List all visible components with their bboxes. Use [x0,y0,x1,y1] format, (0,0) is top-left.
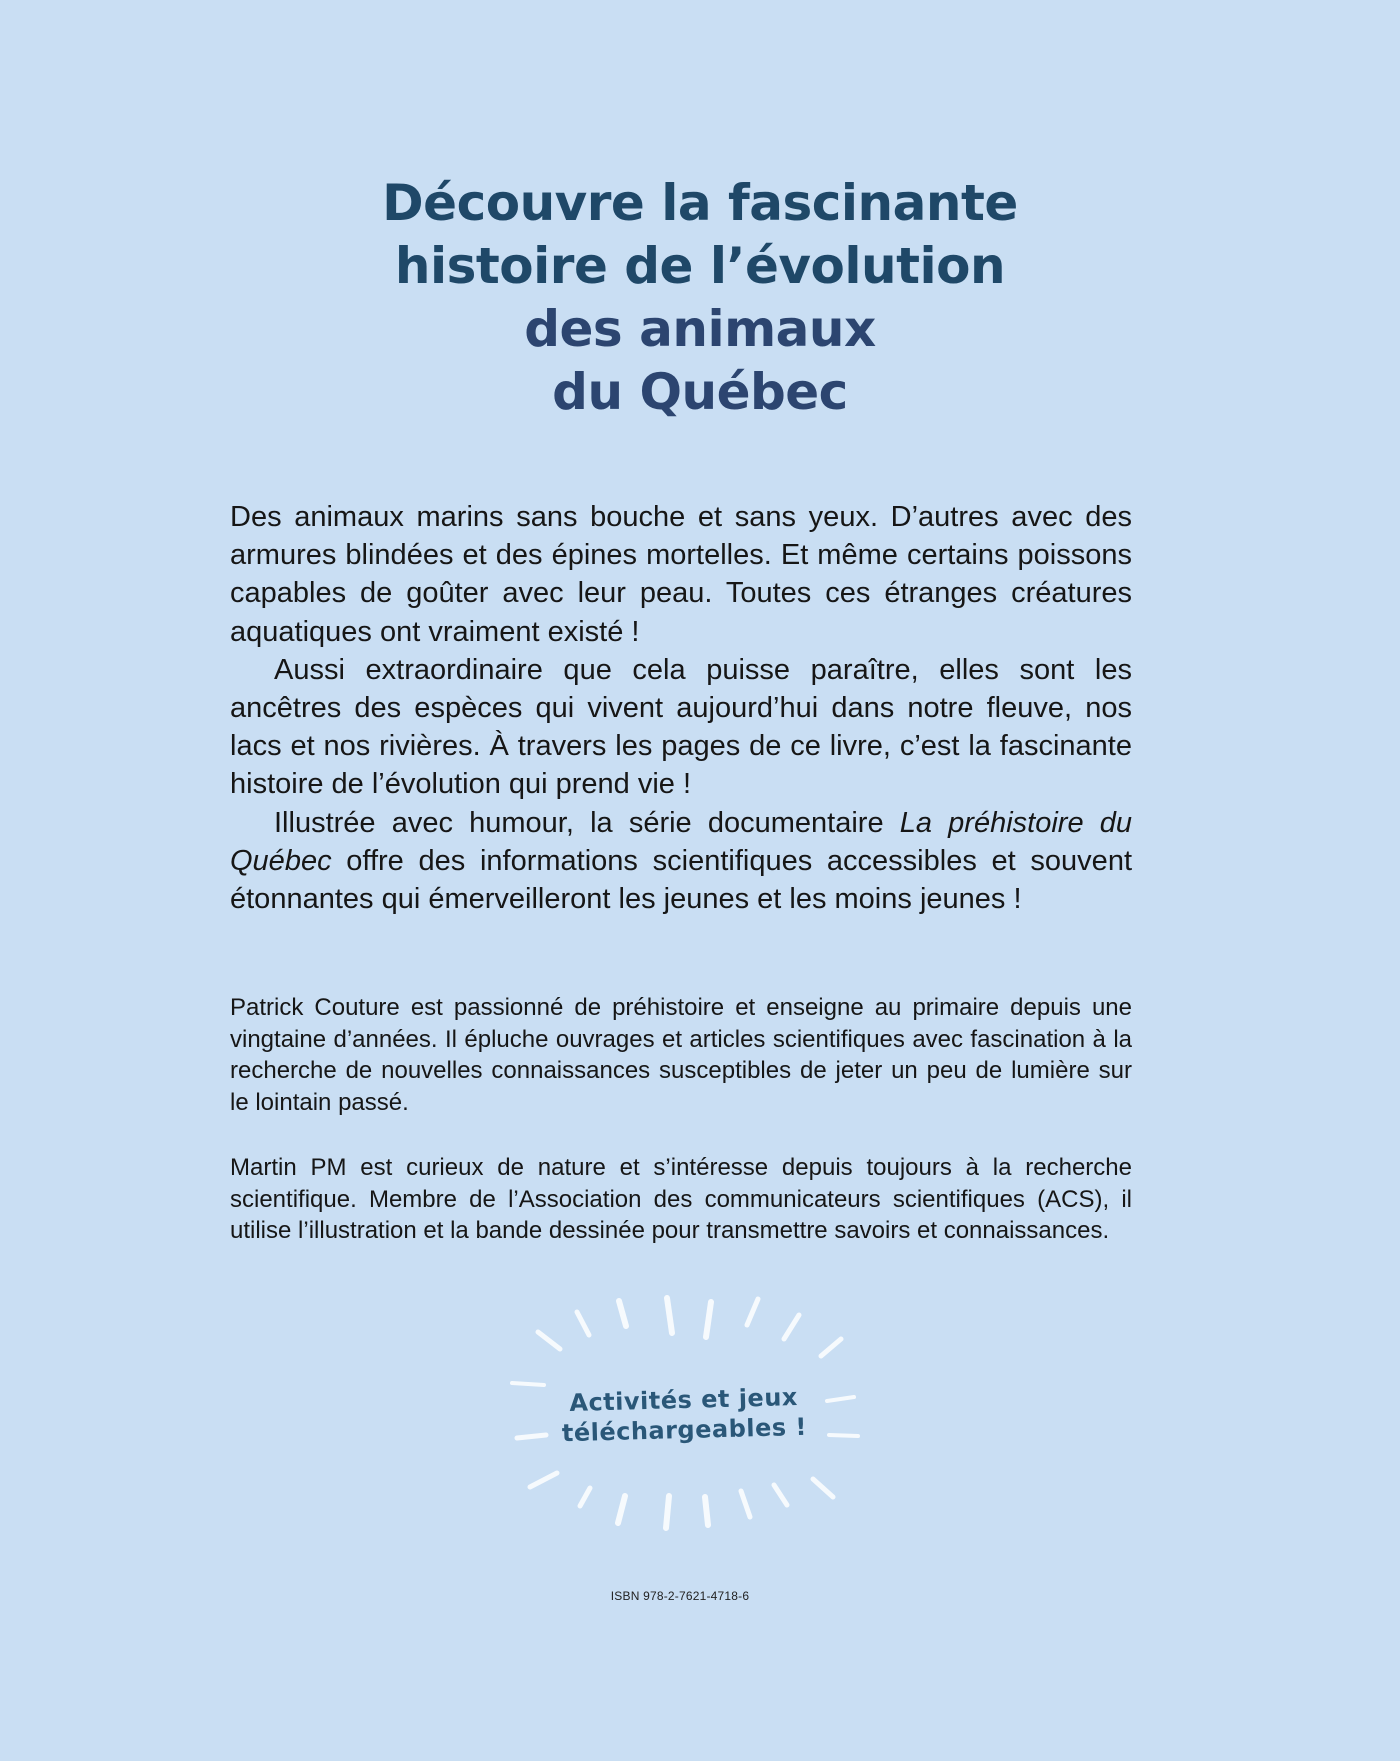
downloadable-activities-badge [500,1285,870,1545]
badge-line-1: Activités et jeux [569,1383,799,1417]
description-paragraph-2: Aussi extraordinaire que cela puisse paraître, elles sont les ancêtres des espèces qui vivent aujourd’hui dans notre fleuve, nos lacs et nos rivières. À travers les pages de ce livre, c’est la fascinante histoire de l’évolution qui prend vie ! [230,653,1132,801]
title-line-2: histoire de l’évolution [394,237,1006,295]
description [230,498,1132,918]
illustrator-bio: Martin PM est curieux de nature et s’intéresse depuis toujours à la recherche scientifique. Membre de l’Association des communicateurs scientifiques (ACS), il utilise l’illustration et la bande dessinée pour transmettre savoirs et connaissances. [230,1154,1132,1244]
author-bio: Patrick Couture est passionné de préhistoire et enseigne au primaire depuis une vingtaine d’années. Il épluche ouvrages et articles scientifiques avec fascination à la recherche de nouvelles connaissances susceptibles de jeter un peu de lumière sur le lointain passé. [230,994,1132,1116]
book-title [0,172,1400,424]
isbn-number: ISBN 978-2-7621-4718-6 [610,1589,750,1603]
title-line-3: des animaux [524,300,876,358]
description-paragraph-1: Des animaux marins sans bouche et sans yeux. D’autres avec des armures blindées et des épines mortelles. Et même certains poissons capables de goûter avec leur peau. Toutes ces étranges créatures aquatiques ont vraiment existé ! [230,501,1132,648]
title-line-4: du Québec [552,363,848,421]
title-line-1: Découvre la fascinante [382,174,1018,232]
series-title: La préhistoire du Québec [230,806,1132,877]
badge-line-2: téléchargeables ! [561,1412,808,1448]
paragraph-3-start: Illustrée avec humour, la série documentaire [274,806,900,839]
paragraph-3-end: offre des informations scientifiques accessibles et souvent étonnantes qui émerveilleront les jeunes et les moins jeunes ! [230,844,1132,916]
badge-text [558,1382,809,1449]
description-paragraph-3 [230,804,1132,919]
